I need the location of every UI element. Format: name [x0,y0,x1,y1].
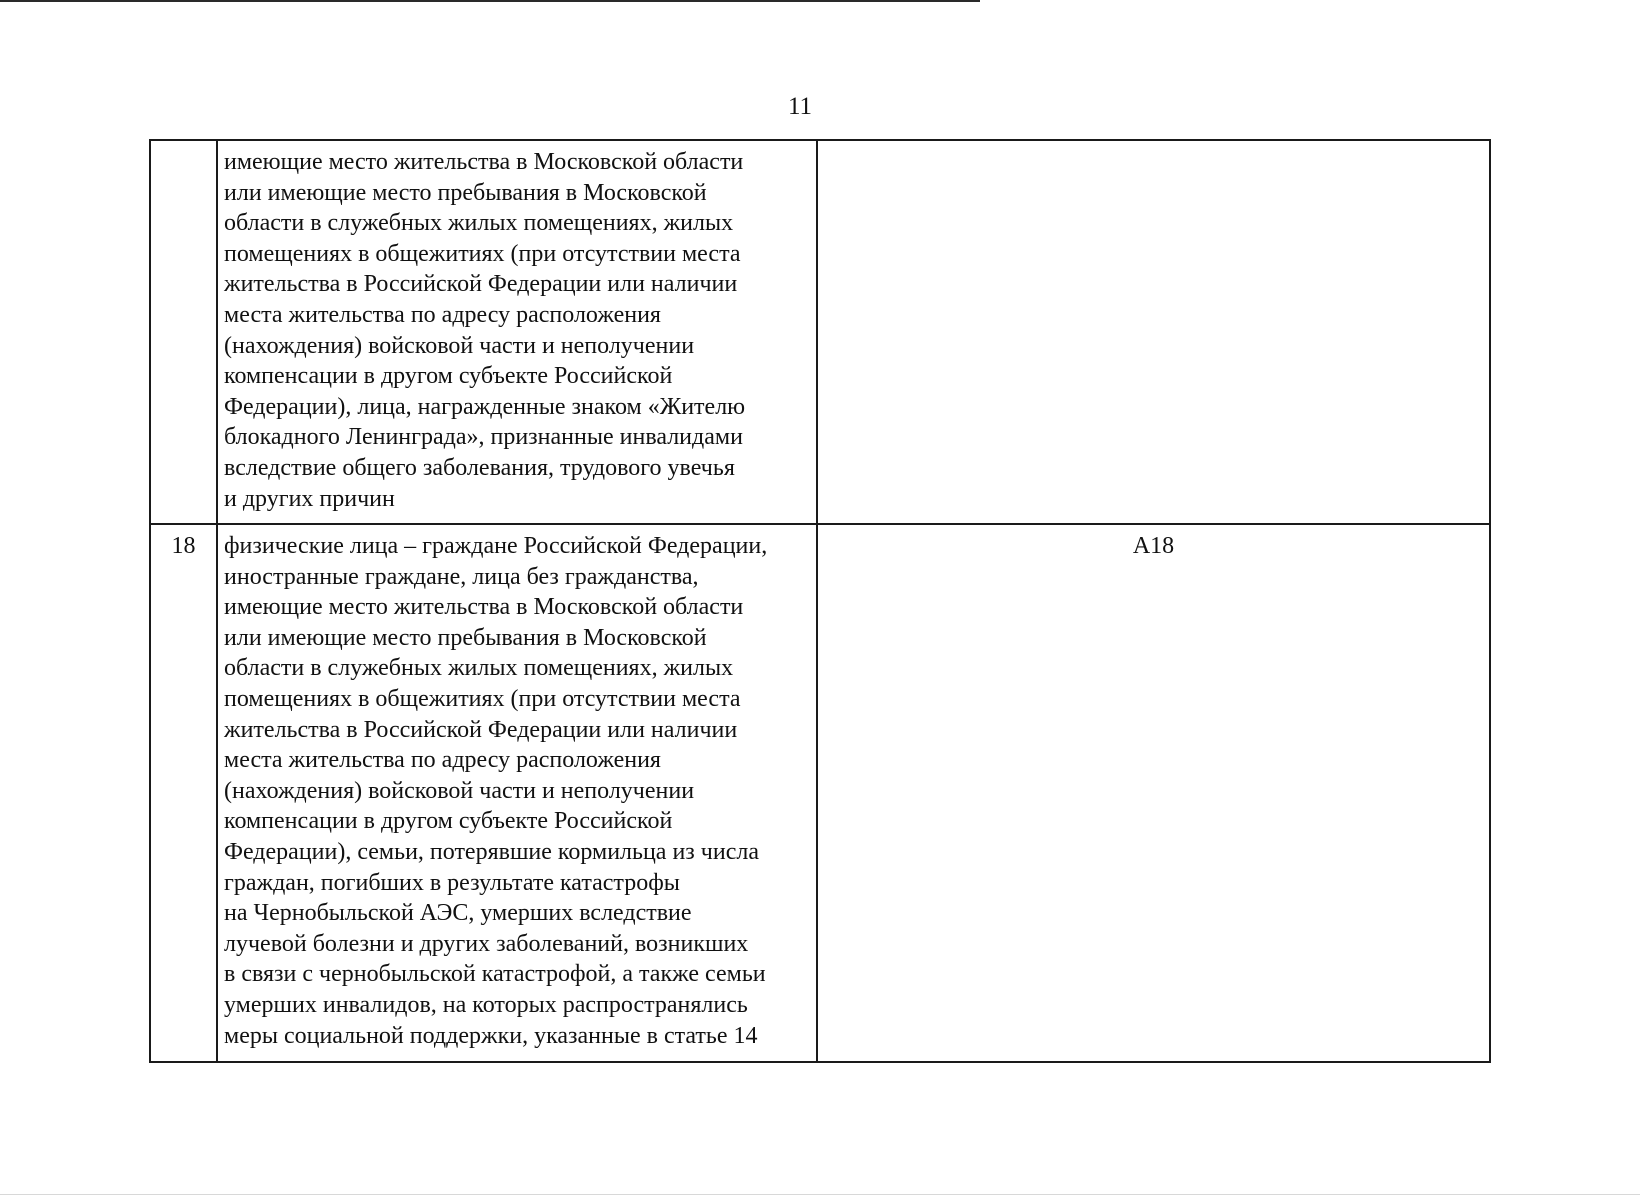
description-line: вследствие общего заболевания, трудового увечья [224,454,735,481]
description-line: иностранные граждане, лица без гражданства, [224,563,699,590]
row-description-cell [217,524,817,1062]
row-number-cell: 18 [150,524,217,1062]
description-line: умерших инвалидов, на которых распространялись [224,991,748,1018]
row-description-cell [217,140,817,524]
description-line: блокадного Ленинграда», признанные инвалидами [224,424,743,451]
description-line: (нахождения) войсковой части и неполучении [224,332,695,359]
description-line: имеющие место жительства в Московской области [224,594,744,621]
description-line: или имеющие место пребывания в Московской [224,179,707,206]
description-line: помещениях в общежитиях (при отсутствии места [224,685,741,712]
scan-edge-bottom [0,1194,1640,1195]
row-number-cell [150,140,217,524]
description-line: области в служебных жилых помещениях, жилых [224,655,734,682]
page-number: 11 [787,93,813,120]
description-line: жительства в Российской Федерации или наличии [224,271,738,298]
description-line: в связи с чернобыльской катастрофой, а также семьи [224,961,766,988]
description-line: жительства в Российской Федерации или наличии [224,716,738,743]
description-line: места жительства по адресу расположения [224,747,661,774]
description-line: физические лица – граждане Российской Федерации, [224,533,768,559]
description-line: граждан, погибших в результате катастрофы [224,869,680,896]
description-line: или имеющие место пребывания в Московской [224,624,707,651]
row-code-cell: А18 [817,524,1490,1062]
description-line: компенсации в другом субъекте Российской [224,808,673,835]
description-line: помещениях в общежитиях (при отсутствии места [224,240,741,267]
description-line: на Чернобыльской АЭС, умерших вследствие [224,900,692,927]
description-line: имеющие место жительства в Московской области [224,149,744,175]
scan-edge-top [0,0,980,2]
description-line: Федерации), семьи, потерявшие кормильца из числа [224,838,759,865]
description-line: области в служебных жилых помещениях, жилых [224,210,734,237]
row-code-cell [817,140,1490,524]
table-row [150,524,1490,1062]
description-line: места жительства по адресу расположения [224,301,661,328]
table-row [150,140,1490,524]
description-line: лучевой болезни и других заболеваний, возникших [224,930,749,957]
description-line: компенсации в другом субъекте Российской [224,363,673,390]
description-line: и других причин [224,485,395,512]
description-line: меры социальной поддержки, указанные в статье 14 [224,1022,758,1049]
description-line: (нахождения) войсковой части и неполучении [224,777,695,804]
benefits-table [149,139,1491,1063]
description-line: Федерации), лица, награжденные знаком «Жителю [224,393,746,420]
